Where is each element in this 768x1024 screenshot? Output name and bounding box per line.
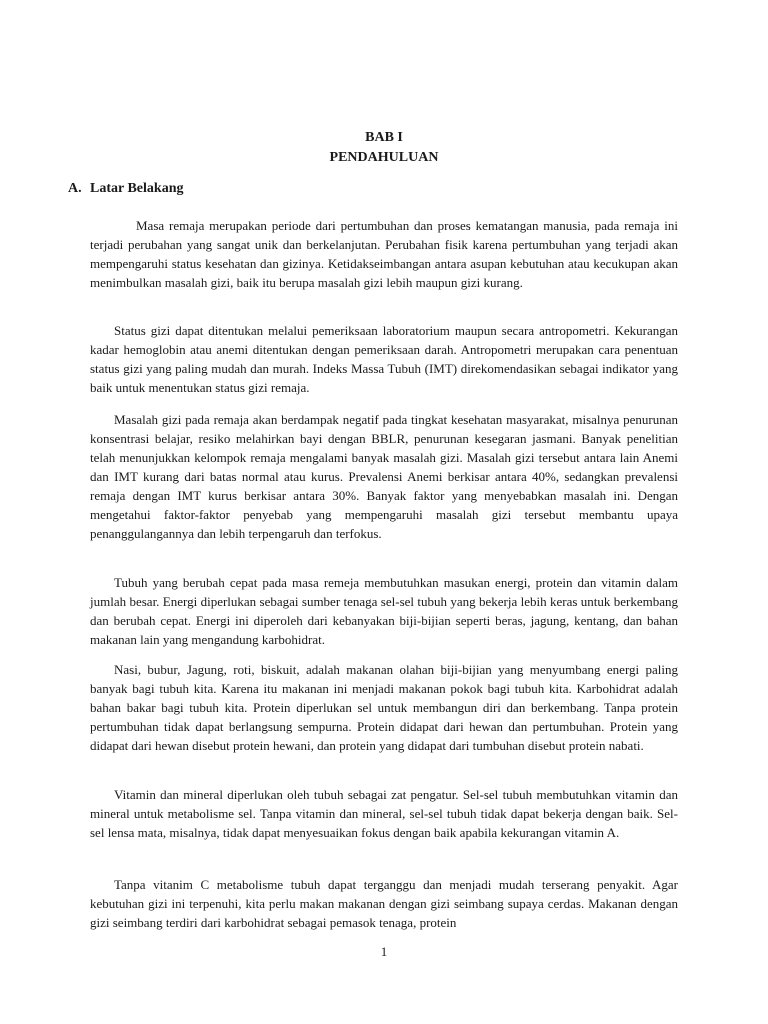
- paragraph-4: Tubuh yang berubah cepat pada masa remeja membutuhkan masukan energi, protein dan vitamin dalam jumlah besar. Energi diperlukan sebagai sumber tenaga sel-sel tubuh yang bekerja lebih keras untuk berkembang dan berubah cepat. Energi ini diperoleh dari kebanyakan biji-bijian seperti beras, jagung, kentang, dan bahan makanan lain yang mengandung karbohidrat.: [90, 575, 678, 647]
- paragraph-6: Vitamin dan mineral diperlukan oleh tubuh sebagai zat pengatur. Sel-sel tubuh membutuhkan vitamin dan mineral untuk metabolisme sel. Tanpa vitamin dan mineral, sel-sel tubuh tidak dapat bekerja dengan baik. Sel-sel lensa mata, misalnya, tidak dapat menyesuaikan fokus dengan baik apabila kekurangan vitamin A.: [90, 787, 678, 840]
- section-marker: A.: [68, 181, 82, 196]
- chapter-title: PENDAHULUAN: [329, 150, 439, 165]
- paragraph-3: Masalah gizi pada remaja akan berdampak negatif pada tingkat kesehatan masyarakat, misalnya penurunan konsentrasi belajar, resiko melahirkan bayi dengan BBLR, penurunan kesegaran jasmani. Banyak penelitian telah menunjukkan kelompok remaja mengalami banyak masalah gizi. Masalah gizi tersebut antara lain Anemi dan IMT kurang dari batas normal atau kurus. Prevalensi Anemi berkisar antara 40%, sedangkan prevalensi remaja dengan IMT kurus berkisar antara 30%. Banyak faktor yang menyebabkan masalah ini. Dengan mengetahui faktor-faktor penyebab yang mempengaruhi masalah gizi tersebut membantu upaya penanggulangannya dan lebih terpengaruh dan terfokus.: [90, 412, 678, 541]
- paragraph-2: Status gizi dapat ditentukan melalui pemeriksaan laboratorium maupun secara antropometri. Kekurangan kadar hemoglobin atau anemi ditentukan dengan pemeriksaan darah. Antropometri merupakan cara penentuan status gizi yang paling mudah dan murah. Indeks Massa Tubuh (IMT) direkomendasikan sebagai indikator yang baik untuk menentukan status gizi remaja.: [90, 323, 678, 395]
- section-title: Latar Belakang: [90, 181, 184, 196]
- chapter-number: BAB I: [365, 130, 403, 145]
- paragraph-1: Masa remaja merupakan periode dari pertumbuhan dan proses kematangan manusia, pada remaja ini terjadi perubahan yang sangat unik dan berkelanjutan. Perubahan fisik karena pertumbuhan yang terjadi akan mempengaruhi status kesehatan dan gizinya. Ketidakseimbangan antara asupan kebutuhan atau kecukupan akan menimbulkan masalah gizi, baik itu berupa masalah gizi lebih maupun gizi kurang.: [90, 218, 678, 290]
- page-number: 1: [380, 944, 388, 959]
- paragraph-5: Nasi, bubur, Jagung, roti, biskuit, adalah makanan olahan biji-bijian yang menyumbang energi paling banyak bagi tubuh kita. Karena itu makanan ini menjadi makanan pokok bagi tubuh kita. Karbohidrat adalah bahan bakar bagi tubuh kita. Protein diperlukan sel untuk membangun diri dan berkembang. Tanpa protein pertumbuhan tidak dapat berlangsung sempurna. Protein didapat dari hewan dan pertumbuhan. Protein yang didapat dari hewan disebut protein hewani, dan protein yang didapat dari tumbuhan disebut protein nabati.: [90, 662, 678, 753]
- section-heading: [68, 179, 183, 199]
- paragraph-7: Tanpa vitanim C metabolisme tubuh dapat terganggu dan menjadi mudah terserang penyakit. Agar kebutuhan gizi ini terpenuhi, kita perlu makan makanan dengan gizi seimbang supaya cerdas. Makanan dengan gizi seimbang terdiri dari karbohidrat sebagai pemasok tenaga, protein: [90, 877, 678, 930]
